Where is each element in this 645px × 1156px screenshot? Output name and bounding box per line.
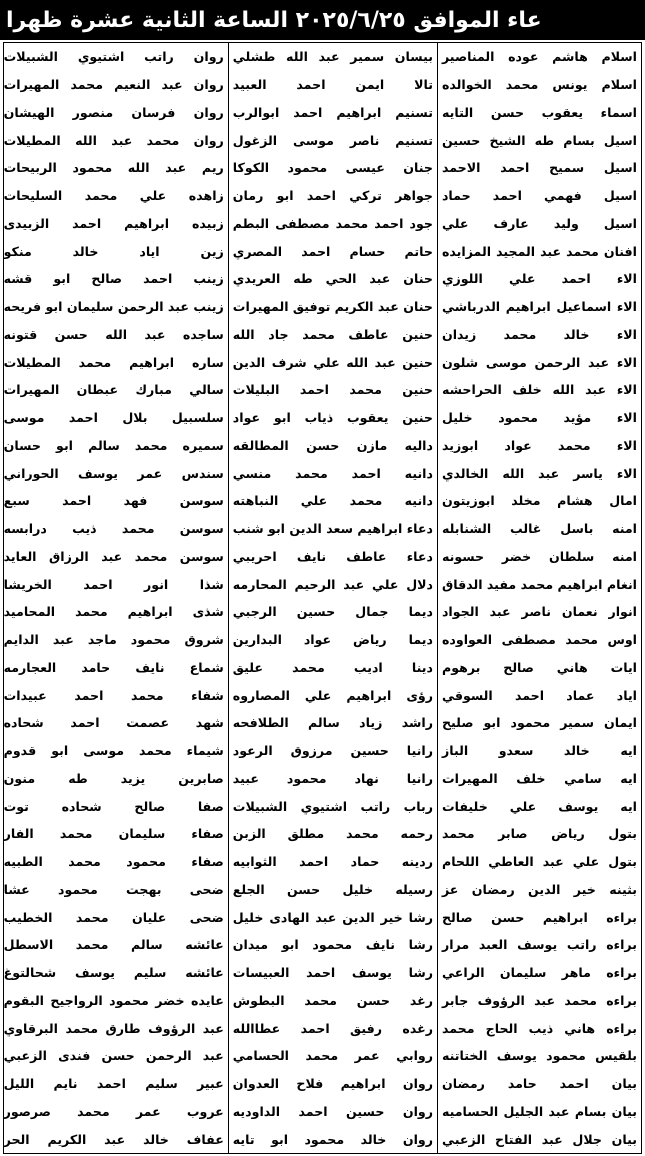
name-text: صفاء محمود محمد الطبيه xyxy=(3,854,224,870)
name-row xyxy=(229,487,437,515)
name-text: تسنيم ناصر موسى الزغول xyxy=(232,132,433,148)
name-text: ردينه حماد احمد الثوابيه xyxy=(232,854,433,870)
name-text: روان محمد عبد الله المطيلات xyxy=(3,132,224,148)
name-text: ايه خالد سعدو الباز xyxy=(441,743,637,759)
name-text: زاهده علي محمد السليحات xyxy=(3,188,224,204)
name-text: روان عبد النعيم محمد المهيرات xyxy=(3,77,224,93)
name-row xyxy=(438,598,641,626)
name-row xyxy=(0,99,228,127)
name-text: براءه ابراهيم حسن صالح xyxy=(441,909,637,925)
name-row xyxy=(438,459,641,487)
name-row xyxy=(438,792,641,820)
name-text: افنان محمد عبد المجيد المزايده xyxy=(441,243,637,259)
name-row xyxy=(0,348,228,376)
header-bar xyxy=(0,0,645,40)
name-text: حنين عبد الله علي شرف الدين xyxy=(232,354,433,370)
name-row xyxy=(0,765,228,793)
name-text: امنه سلطان خضر حسونه xyxy=(441,548,637,564)
name-row xyxy=(0,987,228,1015)
name-row xyxy=(438,737,641,765)
name-row xyxy=(229,293,437,321)
name-row xyxy=(438,348,641,376)
name-row xyxy=(229,1042,437,1070)
name-text: تالا ايمن احمد العبيد xyxy=(232,77,433,93)
name-text: عبد الرحمن حسن فندى الزعبي xyxy=(3,1048,224,1064)
name-text: اسلام هاشم عوده المناصير xyxy=(441,49,637,65)
name-row xyxy=(0,1125,228,1153)
name-text: اسيل بسام طه الشيخ حسين xyxy=(441,132,637,148)
name-row xyxy=(0,293,228,321)
name-text: حاتم حسام احمد المصري xyxy=(232,243,433,259)
name-text: شهد عصمت احمد شحاده xyxy=(3,715,224,731)
name-text: رانيا حسين مرزوق الرعود xyxy=(232,743,433,759)
name-row xyxy=(0,210,228,238)
name-text: روان فرسان منصور الهيشان xyxy=(3,104,224,120)
name-text: دلال علي عبد الرحيم المحارمه xyxy=(232,576,433,592)
name-text: ساجده عبد الله حسن قتونه xyxy=(3,326,224,342)
name-text: صابرين يزيد طه منون xyxy=(3,770,224,786)
name-text: امنه باسل غالب الشنابله xyxy=(441,521,637,537)
name-text: عائشه سالم محمد الاسطل xyxy=(3,937,224,953)
name-row xyxy=(438,1098,641,1126)
name-row xyxy=(0,792,228,820)
name-row xyxy=(229,626,437,654)
name-row xyxy=(438,876,641,904)
name-text: عايده خضر محمود الرواجيح البقوم xyxy=(3,992,224,1008)
name-text: عبير سليم احمد نايم الليل xyxy=(3,1076,224,1092)
name-text: سلسبيل بلال احمد موسى xyxy=(3,410,224,426)
name-text: انغام ابراهيم محمد مفيد الدقاق xyxy=(441,576,637,592)
name-text: زبيده ابراهيم احمد الزبيدى xyxy=(3,215,224,231)
name-row xyxy=(0,543,228,571)
name-text: اوس محمد مصطفى العواوده xyxy=(441,632,637,648)
name-row xyxy=(438,654,641,682)
name-row xyxy=(438,487,641,515)
name-row xyxy=(0,737,228,765)
name-row xyxy=(438,1125,641,1153)
name-text: انوار نعمان ناصر عبد الجواد xyxy=(441,604,637,620)
name-text: سوسن فهد احمد سبع xyxy=(3,493,224,509)
name-text: رانيا نهاد محمود عبيد xyxy=(232,770,433,786)
name-text: اسيل فهمي احمد حماد xyxy=(441,188,637,204)
name-row xyxy=(0,265,228,293)
name-text: جود احمد محمد مصطفى البطم xyxy=(232,215,433,231)
name-row xyxy=(0,903,228,931)
name-text: الاء عبد الله خلف الحراحشه xyxy=(441,382,637,398)
name-row xyxy=(438,1014,641,1042)
name-text: بتول رياض صابر محمد xyxy=(441,826,637,842)
name-text: ريم عبد الله محمود الربيحات xyxy=(3,160,224,176)
name-text: الاء ياسر عبد الله الخالدي xyxy=(441,465,637,481)
name-row xyxy=(438,376,641,404)
name-row xyxy=(229,99,437,127)
names-table xyxy=(3,42,642,1154)
name-row xyxy=(0,820,228,848)
name-text: اسيل سميح احمد الاحمد xyxy=(441,160,637,176)
name-text: رشا يوسف احمد العبيسات xyxy=(232,965,433,981)
name-row xyxy=(438,126,641,154)
name-text: بثينه خير الدين رمضان عز xyxy=(441,881,637,897)
name-text: رحمه محمد مطلق الزبن xyxy=(232,826,433,842)
name-text: رباب راتب اشتيوي الشبيلات xyxy=(232,798,433,814)
name-row xyxy=(0,1070,228,1098)
name-row xyxy=(229,265,437,293)
name-text: دعاء عاطف نايف احريبي xyxy=(232,548,433,564)
name-row xyxy=(229,321,437,349)
name-text: ديما جمال حسين الرجبي xyxy=(232,604,433,620)
name-text: ضحى بهجت محمود عشا xyxy=(3,881,224,897)
name-row xyxy=(438,71,641,99)
name-text: روان ابراهيم فلاح العدوان xyxy=(232,1076,433,1092)
header-title: عاء الموافق ٢٠٢٥/٦/٢٥ الساعة الثانية عشرة ظهرا xyxy=(6,7,542,33)
name-row xyxy=(229,931,437,959)
name-row xyxy=(438,293,641,321)
name-text: بيان بسام عبد الجليل الحساميه xyxy=(441,1103,637,1119)
name-row xyxy=(229,681,437,709)
name-text: جواهر تركي احمد ابو رمان xyxy=(232,188,433,204)
name-row xyxy=(229,765,437,793)
name-row xyxy=(229,792,437,820)
name-row xyxy=(438,959,641,987)
name-row xyxy=(0,71,228,99)
name-row xyxy=(0,1042,228,1070)
name-text: حنين عاطف محمد جاد الله xyxy=(232,326,433,342)
name-text: براءه هاني ذيب الحاج محمد xyxy=(441,1020,637,1036)
name-text: شفاء محمد احمد عبيدات xyxy=(3,687,224,703)
name-text: براءه محمد عبد الرؤوف جابر xyxy=(441,992,637,1008)
name-row xyxy=(438,681,641,709)
name-row xyxy=(229,182,437,210)
name-text: براءه ماهر سليمان الراعي xyxy=(441,965,637,981)
name-text: سندس عمر يوسف الحوراني xyxy=(3,465,224,481)
name-row xyxy=(438,709,641,737)
name-text: حنان عبد الحي طه العريدي xyxy=(232,271,433,287)
name-row xyxy=(438,43,641,71)
name-row xyxy=(0,154,228,182)
name-row xyxy=(229,1014,437,1042)
name-row xyxy=(0,43,228,71)
name-row xyxy=(0,681,228,709)
name-row xyxy=(0,487,228,515)
name-row xyxy=(0,1014,228,1042)
name-text: رغد حسن محمد البطوش xyxy=(232,992,433,1008)
name-row xyxy=(438,265,641,293)
name-text: دعاء ابراهيم سعد الدين ابو شنب xyxy=(232,521,433,537)
name-row xyxy=(229,598,437,626)
name-text: روان حسين احمد الداوديه xyxy=(232,1103,433,1119)
name-row xyxy=(0,626,228,654)
name-row xyxy=(0,1098,228,1126)
name-row xyxy=(0,459,228,487)
name-row xyxy=(0,376,228,404)
name-text: ايات هاني صالح برهوم xyxy=(441,659,637,675)
name-row xyxy=(0,432,228,460)
name-row xyxy=(229,432,437,460)
name-text: ضحى عليان محمد الخطيب xyxy=(3,909,224,925)
name-text: شذا انور احمد الخريشا xyxy=(3,576,224,592)
name-text: جنان عيسى محمود الكوكا xyxy=(232,160,433,176)
name-row xyxy=(0,404,228,432)
name-text: روان راتب اشتيوي الشبيلات xyxy=(3,49,224,65)
name-text: راشد زياد سالم الطلافحه xyxy=(232,715,433,731)
name-text: عروب عمر محمد صرصور xyxy=(3,1103,224,1119)
name-row xyxy=(0,598,228,626)
name-row xyxy=(0,126,228,154)
name-text: رسيله خليل حسن الجلع xyxy=(232,881,433,897)
name-row xyxy=(229,210,437,238)
name-text: الاء محمد عواد ابوزيد xyxy=(441,437,637,453)
name-text: دانيه محمد علي النباهته xyxy=(232,493,433,509)
name-row xyxy=(229,515,437,543)
name-text: روابي عمر محمد الحسامي xyxy=(232,1048,433,1064)
name-row xyxy=(229,1125,437,1153)
name-text: حنين يعقوب ذياب ابو عواد xyxy=(232,410,433,426)
name-text: دانيه احمد محمد منسي xyxy=(232,465,433,481)
name-text: شيماء محمد موسى ابو قدوم xyxy=(3,743,224,759)
name-text: سوسن محمد عبد الرزاق العايد xyxy=(3,548,224,564)
name-text: صفا صالح شحاده توت xyxy=(3,798,224,814)
name-text: زينب احمد صالح ابو قشه xyxy=(3,271,224,287)
name-row xyxy=(229,237,437,265)
name-row xyxy=(438,237,641,265)
name-row xyxy=(438,1042,641,1070)
name-text: اسماء يعقوب حسن التايه xyxy=(441,104,637,120)
name-row xyxy=(229,876,437,904)
name-text: سوسن محمد ذيب درابسه xyxy=(3,521,224,537)
name-row xyxy=(229,570,437,598)
name-text: رغده رفيق احمد عطاالله xyxy=(232,1020,433,1036)
name-row xyxy=(438,99,641,127)
name-text: شروق محمود ماجد عبد الدايم xyxy=(3,632,224,648)
name-text: عفاف خالد عبد الكريم الحر xyxy=(3,1131,224,1147)
name-text: ساره ابراهيم محمد المطيلات xyxy=(3,354,224,370)
name-row xyxy=(0,182,228,210)
name-row xyxy=(0,237,228,265)
name-column xyxy=(437,43,641,1153)
name-text: عبد الرؤوف طارق محمد البرقاوي xyxy=(3,1020,224,1036)
name-row xyxy=(229,348,437,376)
name-text: ايه يوسف علي خليفات xyxy=(441,798,637,814)
name-row xyxy=(229,820,437,848)
name-row xyxy=(0,931,228,959)
name-column xyxy=(0,43,228,1153)
name-row xyxy=(438,182,641,210)
name-row xyxy=(438,321,641,349)
name-row xyxy=(229,376,437,404)
name-row xyxy=(438,765,641,793)
name-text: الاء مؤيد محمود خليل xyxy=(441,410,637,426)
name-text: زين اياد خالد منكو xyxy=(3,243,224,259)
name-row xyxy=(229,987,437,1015)
name-row xyxy=(438,987,641,1015)
name-text: رؤى ابراهيم علي المصاروه xyxy=(232,687,433,703)
name-text: بيان احمد حامد رمضان xyxy=(441,1076,637,1092)
name-row xyxy=(0,709,228,737)
name-row xyxy=(438,820,641,848)
name-row xyxy=(229,903,437,931)
name-text: زينب عبد الرحمن سليمان ابو فريحه xyxy=(3,299,224,315)
name-row xyxy=(229,459,437,487)
name-row xyxy=(229,654,437,682)
name-row xyxy=(0,848,228,876)
name-text: بيسان سمير عبد الله طشلي xyxy=(232,49,433,65)
name-row xyxy=(0,654,228,682)
name-text: ديما رياض عواد البدارين xyxy=(232,632,433,648)
name-row xyxy=(438,404,641,432)
name-row xyxy=(229,848,437,876)
name-row xyxy=(0,321,228,349)
name-row xyxy=(229,126,437,154)
name-text: رشا نايف محمود ابو ميدان xyxy=(232,937,433,953)
name-row xyxy=(229,154,437,182)
name-row xyxy=(438,432,641,460)
name-row xyxy=(229,43,437,71)
name-text: بيان جلال عبد الفتاح الزعبي xyxy=(441,1131,637,1147)
name-row xyxy=(438,848,641,876)
name-row xyxy=(0,959,228,987)
name-row xyxy=(229,959,437,987)
name-text: صفاء سليمان محمد الفار xyxy=(3,826,224,842)
name-text: الاء خالد محمد زيدان xyxy=(441,326,637,342)
name-text: عائشه سليم يوسف شحالتوغ xyxy=(3,965,224,981)
name-row xyxy=(229,1070,437,1098)
name-column xyxy=(228,43,437,1153)
name-row xyxy=(438,931,641,959)
name-row xyxy=(0,876,228,904)
name-row xyxy=(229,71,437,99)
name-text: تسنيم ابراهيم احمد ابوالرب xyxy=(232,104,433,120)
name-text: براءه راتب يوسف العبد مرار xyxy=(441,937,637,953)
name-text: داليه مازن حسن المطالقه xyxy=(232,437,433,453)
name-text: الاء عبد الرحمن موسى شلون xyxy=(441,354,637,370)
name-text: الاء احمد علي اللوزي xyxy=(441,271,637,287)
name-row xyxy=(438,1070,641,1098)
name-text: روان خالد محمود ابو تايه xyxy=(232,1131,433,1147)
name-row xyxy=(229,737,437,765)
name-row xyxy=(438,570,641,598)
name-text: اسيل وليد عارف علي xyxy=(441,215,637,231)
name-text: سالي مبارك عبطان المهيرات xyxy=(3,382,224,398)
name-text: رشا خير الدين عبد الهادى خليل xyxy=(232,909,433,925)
name-row xyxy=(438,543,641,571)
name-text: ايمان سمير محمود ابو صليح xyxy=(441,715,637,731)
name-text: حنين محمد احمد البليلات xyxy=(232,382,433,398)
name-row xyxy=(229,404,437,432)
name-text: شماع نايف حامد العجارمه xyxy=(3,659,224,675)
name-text: امال هشام مخلد ابوزيتون xyxy=(441,493,637,509)
name-row xyxy=(229,1098,437,1126)
name-text: اياد عماد احمد السوقي xyxy=(441,687,637,703)
name-text: شذى ابراهيم محمد المحاميد xyxy=(3,604,224,620)
name-text: دينا اديب محمد عليق xyxy=(232,659,433,675)
name-row xyxy=(438,210,641,238)
name-row xyxy=(0,515,228,543)
name-row xyxy=(229,543,437,571)
name-row xyxy=(438,515,641,543)
name-text: الاء اسماعيل ابراهيم الدرباشي xyxy=(441,299,637,315)
name-text: سميره محمد سالم ابو حسان xyxy=(3,437,224,453)
name-row xyxy=(438,626,641,654)
name-text: بتول علي عبد العاطي اللحام xyxy=(441,854,637,870)
name-text: اسلام يونس محمد الخوالده xyxy=(441,77,637,93)
name-row xyxy=(438,154,641,182)
name-text: بلقيس محمود يوسف الختاتنه xyxy=(441,1048,637,1064)
name-row xyxy=(438,903,641,931)
name-row xyxy=(229,709,437,737)
name-text: حنان عبد الكريم توفيق المهيرات xyxy=(232,299,433,315)
name-row xyxy=(0,570,228,598)
name-text: ايه سامي خلف المهيرات xyxy=(441,770,637,786)
